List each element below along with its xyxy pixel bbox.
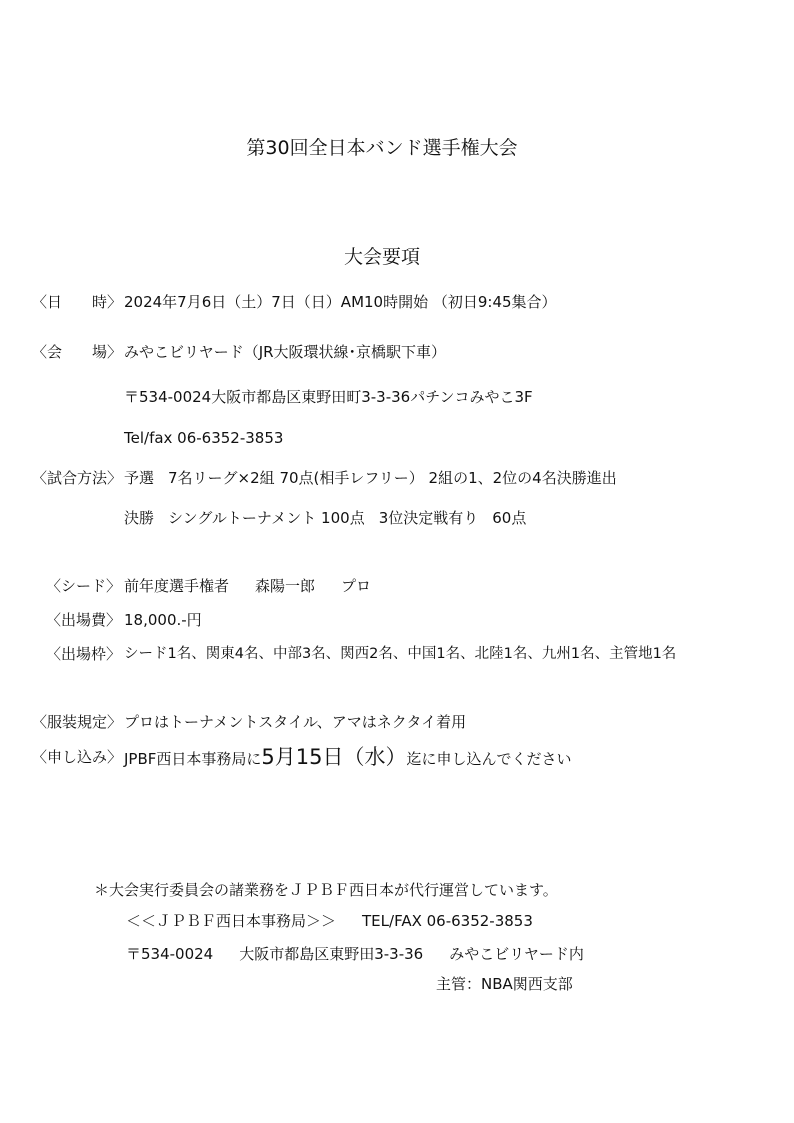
page-subtitle: 大会要項 bbox=[343, 246, 420, 268]
method-label: 〈試合方法〉 bbox=[32, 469, 123, 487]
date-label-close: 時〉 bbox=[92, 293, 123, 311]
footer-office-line bbox=[126, 910, 533, 931]
footer-building: みやこビリヤード内 bbox=[449, 945, 584, 963]
method-final-label: 決勝 bbox=[124, 509, 155, 527]
venue-value: みやこビリヤード（JR大阪環状線･京橋駅下車） bbox=[124, 343, 447, 361]
footer-address: 大阪市都島区東野田3-3-36 bbox=[239, 945, 424, 963]
method-prelim-value: 7名リーグ×2組 70点(相手レフリー） 2組の1、2位の4名決勝進出 bbox=[168, 469, 617, 487]
footer-office: ＜＜ＪＰＢＦ西日本事務局＞＞ bbox=[126, 912, 337, 930]
date-label-open: 〈日 bbox=[32, 293, 63, 311]
seed-label: 〈シード〉 bbox=[46, 577, 122, 595]
footer-office-tel: TEL/FAX 06-6352-3853 bbox=[362, 912, 533, 930]
date-value: 2024年7月6日（土）7日（日）AM10時開始 （初日9:45集合） bbox=[124, 293, 557, 311]
method-prelim-label: 予選 bbox=[124, 469, 155, 487]
method-third-points: 60点 bbox=[492, 509, 527, 527]
fee-value: 18,000.-円 bbox=[124, 611, 202, 629]
footer-address-line bbox=[126, 943, 584, 964]
venue-label-open: 〈会 bbox=[32, 343, 63, 361]
apply-suffix: 迄に申し込んでください bbox=[406, 750, 572, 768]
apply-value bbox=[124, 746, 572, 770]
method-final-value: シングルトーナメント 100点 bbox=[168, 509, 365, 527]
slots-label: 〈出場枠〉 bbox=[46, 645, 122, 663]
slots-value: シード1名、関東4名、中部3名、関西2名、中国1名、北陸1名、九州1名、主管地1名 bbox=[124, 646, 677, 662]
method-final bbox=[124, 507, 526, 529]
seed-desc: 前年度選手権者 bbox=[124, 577, 230, 595]
footer-zip: 〒534-0024 bbox=[126, 945, 214, 963]
apply-prefix: JPBF西日本事務局に bbox=[124, 750, 262, 768]
dress-label: 〈服装規定〉 bbox=[32, 713, 123, 731]
seed-name: 森陽一郎 bbox=[255, 577, 316, 595]
footer-organizer: 主管：NBA関西支部 bbox=[436, 975, 573, 993]
apply-deadline: 5月15日（水） bbox=[261, 745, 407, 769]
method-prelim bbox=[124, 467, 617, 489]
footer-note: ＊大会実行委員会の諸業務をＪＰＢＦ西日本が代行運営しています。 bbox=[94, 881, 558, 899]
apply-label: 〈申し込み〉 bbox=[32, 748, 123, 766]
venue-tel: Tel/fax 06-6352-3853 bbox=[124, 429, 284, 447]
fee-label: 〈出場費〉 bbox=[46, 611, 122, 629]
venue-label-close: 場〉 bbox=[92, 343, 123, 361]
method-third-place: 3位決定戦有り bbox=[378, 509, 479, 527]
dress-value: プロはトーナメントスタイル、アマはネクタイ着用 bbox=[124, 713, 467, 731]
venue-address: 〒534-0024大阪市都島区東野田町3-3-36パチンコみやこ3F bbox=[124, 388, 533, 406]
page-title: 第30回全日本バンド選手権大会 bbox=[246, 137, 518, 159]
seed-title: プロ bbox=[341, 577, 372, 595]
seed-value bbox=[124, 575, 371, 597]
